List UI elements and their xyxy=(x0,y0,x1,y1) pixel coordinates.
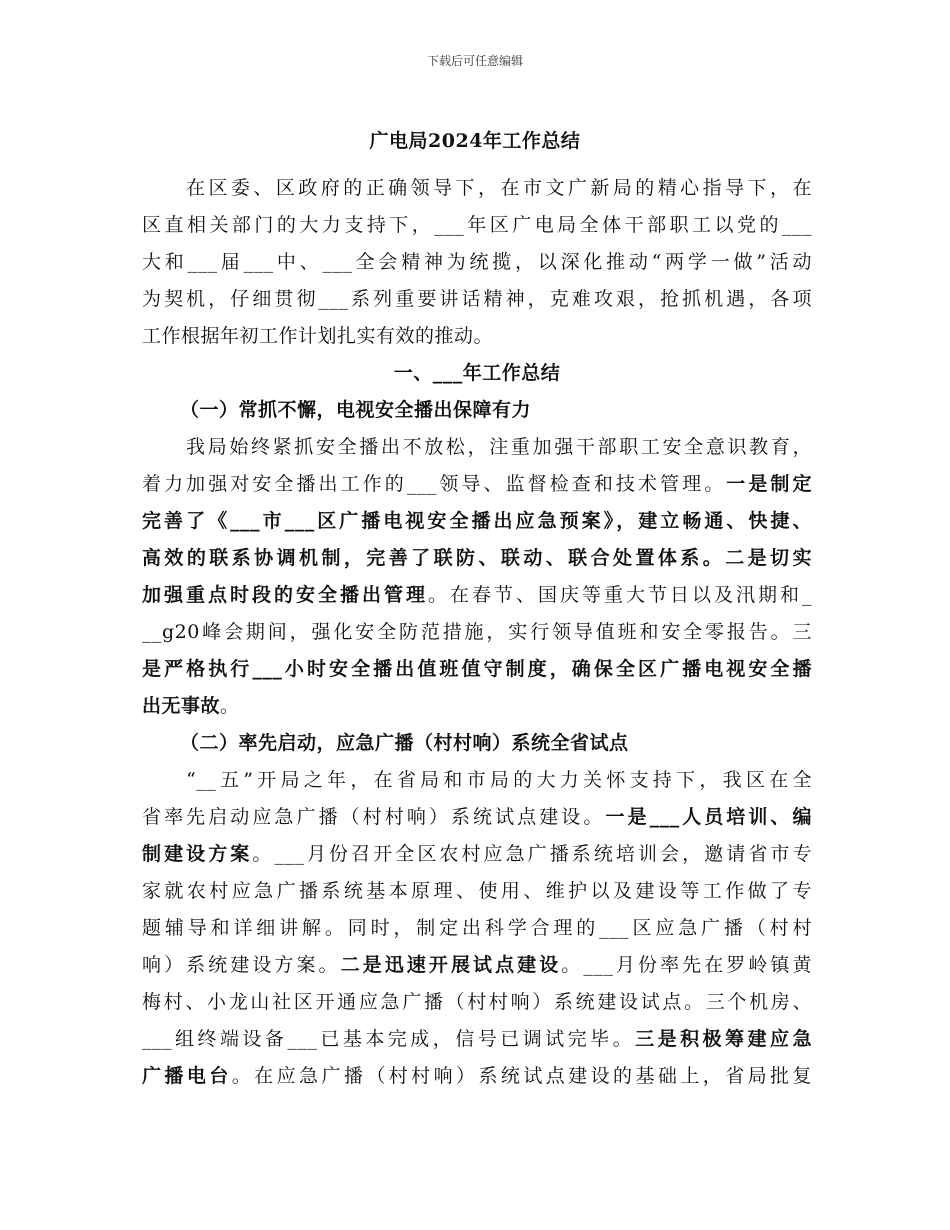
text-line xyxy=(142,984,812,1021)
text-segment: 题辅导和详细讲解。同时，制定出科学合理的___区应急广播（村村 xyxy=(142,917,812,939)
text-segment: 家就农村应急广播系统基本原理、使用、维护以及建设等工作做了专 xyxy=(142,880,812,902)
document-body xyxy=(142,170,812,1095)
bold-text-segment: 二是迅速开展试点建设 xyxy=(340,954,562,976)
text-segment: 着力加强对安全播出工作的___领导、监督检查和技术管理。 xyxy=(142,473,727,495)
bold-text-segment: 一是___人员培训、编 xyxy=(605,806,812,828)
text-line xyxy=(142,799,812,836)
text-line xyxy=(142,355,812,392)
bold-text-segment: 出无事故 xyxy=(142,695,221,717)
text-line xyxy=(142,503,812,540)
bold-text-segment: 一是制定 xyxy=(726,473,812,495)
bold-text-segment: 广播电台 xyxy=(142,1065,232,1087)
text-segment: “__五”开局之年，在省局和市局的大力关怀支持下，我区在全 xyxy=(186,769,812,791)
text-segment: 工作根据年初工作计划扎实有效的推动。 xyxy=(142,325,494,347)
text-line xyxy=(142,651,812,688)
text-segment: 为契机，仔细贯彻___系列重要讲话精神，克难攻艰，抢抓机遇，各项 xyxy=(142,288,812,310)
text-segment: 。在应急广播（村村响）系统试点建设的基础上，省局批复 xyxy=(231,1065,812,1087)
text-line xyxy=(142,207,812,244)
text-segment: __g20峰会期间，强化安全防范措施，实行领导值班和安全零报告。三 xyxy=(142,621,812,643)
text-line xyxy=(142,762,812,799)
text-line xyxy=(142,947,812,984)
text-line xyxy=(142,836,812,873)
text-segment: 。___月份率先在罗岭镇黄 xyxy=(561,954,812,976)
page-header: 下载后可任意编辑 xyxy=(426,54,523,68)
text-segment: 一、___年工作总结 xyxy=(393,362,561,384)
text-segment: 在区委、区政府的正确领导下，在市文广新局的精心指导下，在 xyxy=(186,177,812,199)
bold-text-segment: 是严格执行___小时安全播出值班值守制度，确保全区广播电视安全播 xyxy=(142,658,812,680)
text-line xyxy=(142,577,812,614)
text-segment: 我局始终紧抓安全播出不放松，注重加强干部职工安全意识教育， xyxy=(186,436,812,458)
bold-text-segment: 制建设方案 xyxy=(142,843,253,865)
text-segment: 区直相关部门的大力支持下，___年区广电局全体干部职工以党的___ xyxy=(142,214,812,236)
text-line xyxy=(142,540,812,577)
bold-text-segment: 三是积极筹建应急 xyxy=(635,1028,812,1050)
text-line xyxy=(142,466,812,503)
text-segment: 大和___届___中、___全会精神为统揽，以深化推动“两学一做”活动 xyxy=(142,251,812,273)
text-line xyxy=(142,614,812,651)
text-line xyxy=(142,1058,812,1095)
text-segment: 。___月份召开全区农村应急广播系统培训会，邀请省市专 xyxy=(252,843,812,865)
text-segment: ___组终端设备___已基本完成，信号已调试完毕。 xyxy=(142,1028,636,1050)
text-line xyxy=(142,688,812,725)
bold-text-segment: 高效的联系协调机制，完善了联防、联动、联合处置体系。二是切实 xyxy=(142,547,812,569)
text-line xyxy=(142,170,812,207)
document-title: 广电局2024年工作总结 xyxy=(369,130,581,152)
text-segment: （一）常抓不懈，电视安全播出保障有力 xyxy=(180,399,532,421)
text-segment: 梅村、小龙山社区开通应急广播（村村响）系统建设试点。三个机房、 xyxy=(142,991,812,1013)
text-segment: 。 xyxy=(220,695,240,717)
text-line xyxy=(142,244,812,281)
text-line xyxy=(142,392,812,429)
bold-text-segment: 完善了《___市___区广播电视安全播出应急预案》，建立畅通、快捷、 xyxy=(142,510,812,532)
text-segment: 。在春节、国庆等重大节日以及汛期和_ xyxy=(428,584,812,606)
text-line xyxy=(142,725,812,762)
text-line xyxy=(142,429,812,466)
text-line xyxy=(142,318,812,355)
text-segment: （二）率先启动，应急广播（村村响）系统全省试点 xyxy=(180,732,629,754)
text-line xyxy=(142,281,812,318)
text-line xyxy=(142,873,812,910)
text-segment: 省率先启动应急广播（村村响）系统试点建设。 xyxy=(142,806,606,828)
text-line xyxy=(142,910,812,947)
text-segment: 响）系统建设方案。 xyxy=(142,954,341,976)
bold-text-segment: 加强重点时段的安全播出管理 xyxy=(142,584,428,606)
text-line xyxy=(142,1021,812,1058)
